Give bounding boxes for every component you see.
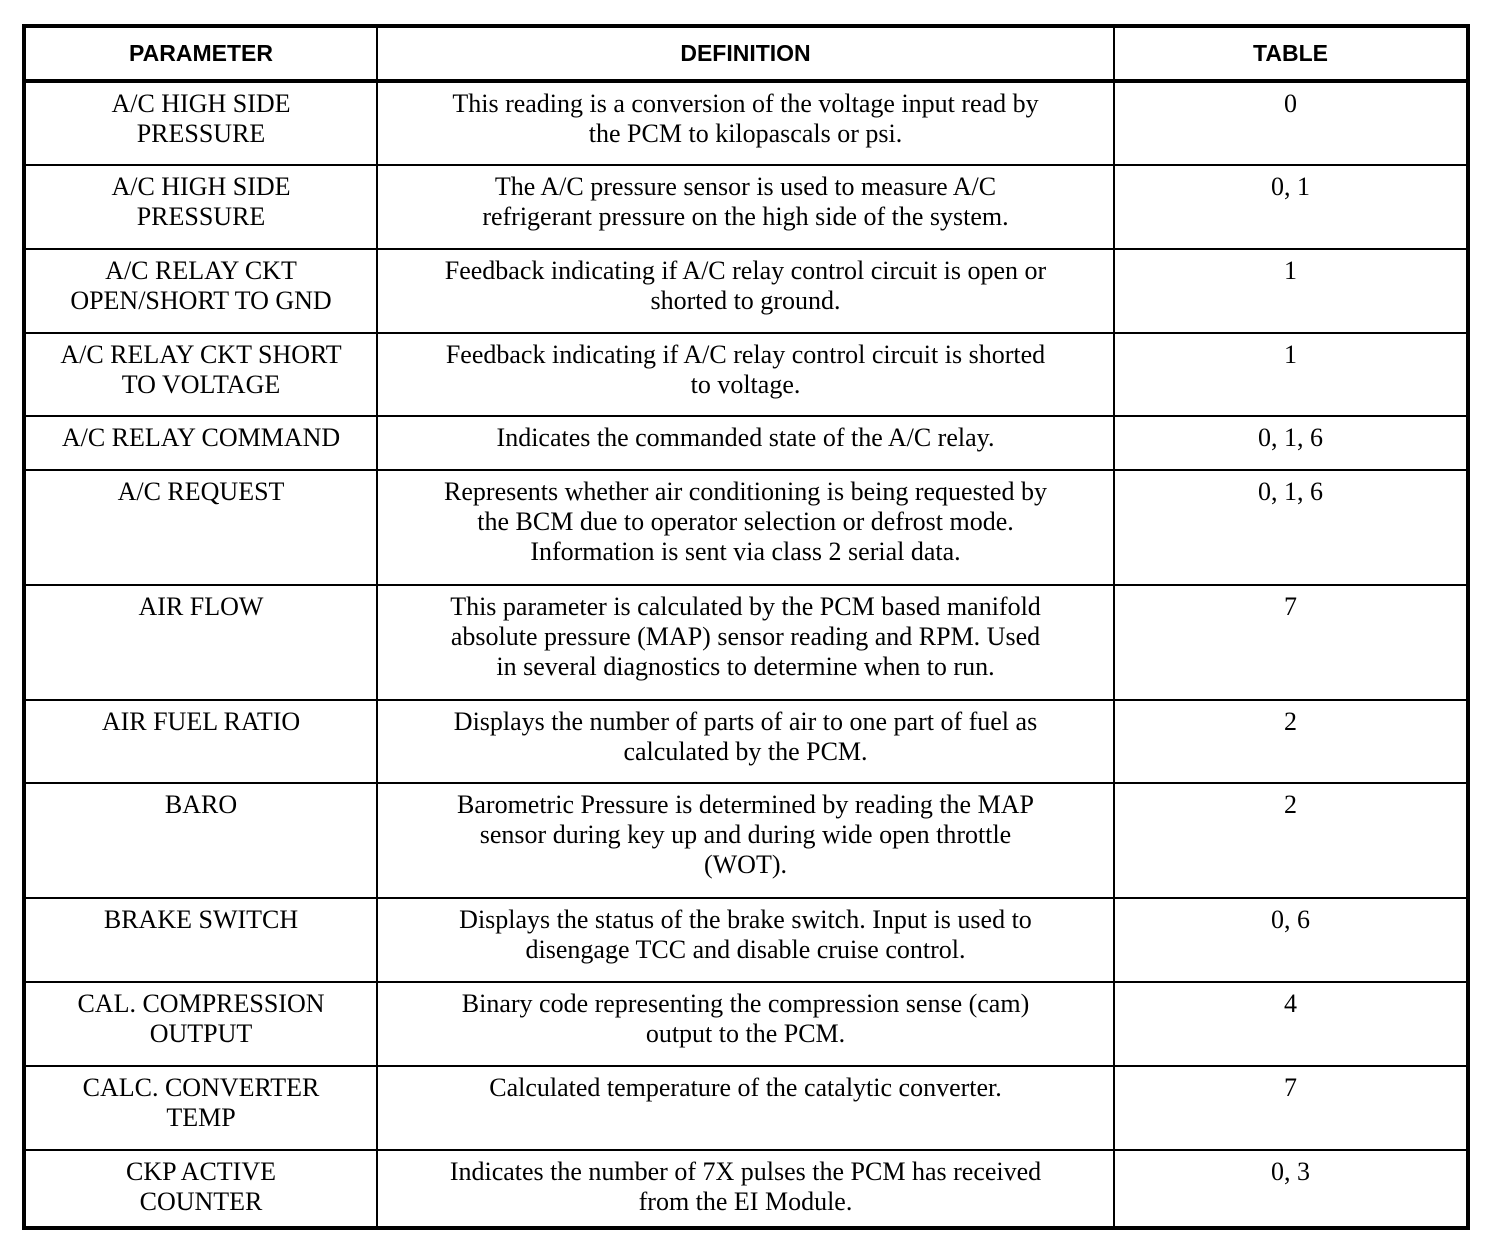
cell-table: 4	[1114, 982, 1466, 1066]
cell-definition: Feedback indicating if A/C relay control circuit is open or shorted to ground.	[377, 249, 1114, 333]
table-header-row	[26, 28, 1466, 81]
cell-parameter: A/C RELAY COMMAND	[26, 416, 377, 470]
cell-definition: Binary code representing the compression sense (cam) output to the PCM.	[377, 982, 1114, 1066]
cell-definition: The A/C pressure sensor is used to measure A/C refrigerant pressure on the high side of the system.	[377, 165, 1114, 249]
table-row	[26, 783, 1466, 898]
table-row	[26, 249, 1466, 333]
cell-definition: Displays the status of the brake switch. Input is used to disengage TCC and disable cruise control.	[377, 898, 1114, 982]
header-parameter: PARAMETER	[26, 28, 377, 81]
cell-definition: Feedback indicating if A/C relay control circuit is shorted to voltage.	[377, 333, 1114, 416]
cell-table: 0, 3	[1114, 1150, 1466, 1228]
cell-parameter: CALC. CONVERTER TEMP	[26, 1066, 377, 1150]
cell-table: 7	[1114, 585, 1466, 700]
cell-definition: Represents whether air conditioning is being requested by the BCM due to operator selection or defrost mode. Information is sent via class 2 serial data.	[377, 470, 1114, 585]
parameter-table	[22, 24, 1470, 1230]
cell-parameter: A/C RELAY CKT SHORT TO VOLTAGE	[26, 333, 377, 416]
cell-definition: Barometric Pressure is determined by reading the MAP sensor during key up and during wide open throttle (WOT).	[377, 783, 1114, 898]
header-table: TABLE	[1114, 28, 1466, 81]
cell-parameter: A/C HIGH SIDE PRESSURE	[26, 165, 377, 249]
table-row	[26, 700, 1466, 783]
cell-definition: Displays the number of parts of air to one part of fuel as calculated by the PCM.	[377, 700, 1114, 783]
header-definition: DEFINITION	[377, 28, 1114, 81]
cell-table: 1	[1114, 249, 1466, 333]
cell-table: 7	[1114, 1066, 1466, 1150]
table-row	[26, 982, 1466, 1066]
cell-parameter: A/C REQUEST	[26, 470, 377, 585]
table-row	[26, 81, 1466, 165]
cell-parameter: A/C RELAY CKT OPEN/SHORT TO GND	[26, 249, 377, 333]
table-row	[26, 470, 1466, 585]
cell-parameter: CAL. COMPRESSION OUTPUT	[26, 982, 377, 1066]
cell-parameter: A/C HIGH SIDE PRESSURE	[26, 81, 377, 165]
cell-definition: This reading is a conversion of the voltage input read by the PCM to kilopascals or psi.	[377, 81, 1114, 165]
cell-table: 0, 1	[1114, 165, 1466, 249]
cell-parameter: BARO	[26, 783, 377, 898]
cell-table: 2	[1114, 783, 1466, 898]
cell-table: 0, 1, 6	[1114, 416, 1466, 470]
cell-table: 0, 1, 6	[1114, 470, 1466, 585]
cell-table: 2	[1114, 700, 1466, 783]
table-row	[26, 585, 1466, 700]
cell-table: 0	[1114, 81, 1466, 165]
table-row	[26, 416, 1466, 470]
cell-definition: Calculated temperature of the catalytic converter.	[377, 1066, 1114, 1150]
parameter-table-grid	[26, 28, 1466, 1228]
cell-parameter: AIR FLOW	[26, 585, 377, 700]
cell-definition: Indicates the commanded state of the A/C relay.	[377, 416, 1114, 470]
cell-parameter: CKP ACTIVE COUNTER	[26, 1150, 377, 1228]
table-row	[26, 1150, 1466, 1228]
cell-definition: This parameter is calculated by the PCM based manifold absolute pressure (MAP) sensor reading and RPM. Used in several diagnostics to determine when to run.	[377, 585, 1114, 700]
cell-parameter: AIR FUEL RATIO	[26, 700, 377, 783]
table-row	[26, 1066, 1466, 1150]
cell-definition: Indicates the number of 7X pulses the PCM has received from the EI Module.	[377, 1150, 1114, 1228]
cell-table: 1	[1114, 333, 1466, 416]
table-row	[26, 165, 1466, 249]
cell-parameter: BRAKE SWITCH	[26, 898, 377, 982]
cell-table: 0, 6	[1114, 898, 1466, 982]
table-row	[26, 898, 1466, 982]
table-row	[26, 333, 1466, 416]
